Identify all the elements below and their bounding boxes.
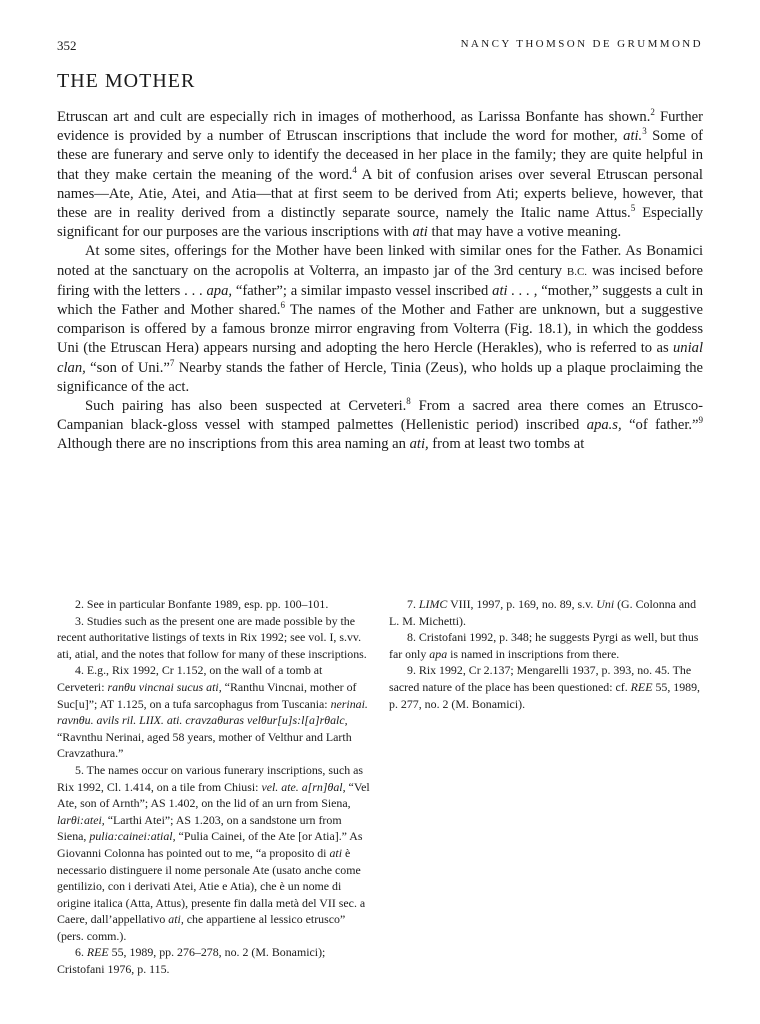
footnote-ref[interactable]: 9 [698,415,703,426]
section-title: THE MOTHER [57,70,196,92]
footnote-8: 8. Cristofani 1992, p. 348; he suggests Pyrgi as well, but thus far only apa is named in inscriptions from there. [389,630,699,661]
footnote-4: 4. E.g., Rix 1992, Cr 1.152, on the wall of a tomb at Cerveteri: ranθu vincnai sucus ati, “Ranthu Vincnai, mother of Suc[u]”; AT 1.125, on a tufa sarcophagus from Tuscania: nerinai. ravnθu. avils ril. LIIX. ati. cravzaθuras velθur[u]s:l[a]rθalc, “Ravnthu Nerinai, aged 58 years, mother of Velthur and Larth Cravzathura.” [57,663,368,761]
footnotes [57,596,703,996]
running-header [57,38,703,56]
footnote-ref[interactable]: 3 [642,126,647,137]
footnote-3: 3. Studies such as the present one are made possible by the recent authoritative listings of texts in Rix 1992; see vol. I, s.vv. ati, atial, and the notes that follow for many of these inscriptions. [57,613,367,661]
footnote-ref[interactable]: 4 [352,164,357,175]
footnote-9: 9. Rix 1992, Cr 2.137; Mengarelli 1937, p. 393, no. 45. The sacred nature of the place has been questioned: cf. REE 55, 1989, p. 277, no. 2 (M. Bonamici). [389,663,701,711]
footnote-ref[interactable]: 2 [650,107,655,118]
page-number: 352 [57,38,77,53]
paragraph-1: Etruscan art and cult are especially rich in images of motherhood, as Larissa Bonfante has shown.$^2$ Further evidence is provided by a number of Etruscan inscriptions that include the word for mother, ati.$^3$ Some of these are funerary and serve only to identify the deceased in her place in the family; they are quite helpful in that they make certain the meaning of the word.$^4$ A bit of confusion arises over several Etruscan personal names—Ate, Atie, Atei, and Atia—that at first seem to be derived from Ati; experts believe, however, that these are in reality derived from a distinctly separate source, namely the Italic name Attus.$^5$ Especially significant for our purposes are the various inscriptions with ati that may have a votive meaning. [57,107,703,241]
body-text [57,108,703,455]
footnote-ref[interactable]: 5 [630,203,636,214]
footnote-7: 7. LIMC VIII, 1997, p. 169, no. 89, s.v. Uni (G. Colonna and L. M. Michetti). [389,597,697,628]
paragraph-2: At some sites, offerings for the Mother have been linked with similar ones for the Father. As Bonamici noted at the sanctuary on the acropolis at Volterra, an impasto jar of the 3rd century B.C. was incised before firing with the letters . . . apa, “father”; a similar impasto vessel inscribed ati . . . , “mother,” suggests a cult in which the Father and Mother shared.$^6$ The names of the Mother and Father are unknown, but a suggestive comparison is offered by a famous bronze mirror engraving from Volterra (Fig. 18.1), in which the goddess Uni (the Etruscan Hera) appears nursing and adopting the hero Hercle (Herakles), who is referred to as unial clan, “son of Uni.”$^7$ Nearby stands the father of Hercle, Tinia (Zeus), who holds up a plaque proclaiming the significance of the act. [57,243,703,395]
footnote-5: 5. The names occur on various funerary inscriptions, such as Rix 1992, Cl. 1.414, on a tile from Chiusi: vel. ate. a[rn]θal, “Vel Ate, son of Arnth”; AS 1.402, on the lid of an urn from Siena, larθi:atei, “Larthi Atei”; AS 1.203, on a sandstone urn from Siena, pulia:cainei:atial, “Pulia Cainei, of the Ate [or Atia].” As Giovanni Colonna has pointed out to me, “a proposito di ati è necessario distinguere il nome personale Ate (usato anche come gentilizio, con i derivati Atei, Atie e Atia), che è un nome di origine italica (Atta, Attus), presente fin dalla metà del VII sec. a Caere, dall’appellativo ati, che appartiene al lessico etrusco” (pers. comm.). [57,762,370,943]
footnote-ref[interactable]: 6 [280,300,285,311]
footnote-6: 6. REE 55, 1989, pp. 276–278, no. 2 (M. Bonamici); Cristofani 1976, p. 115. [57,945,326,977]
paragraph-3: Such pairing has also been suspected at Cerveteri.$^8$ From a sacred area there comes an Etrusco-Campanian black-gloss vessel with stamped palmettes (Hellenistic period) inscribed apa.s, “of father.”$^9$ Although there are no inscriptions from this area naming an ati, from at least two tombs at [57,396,703,453]
running-head-author: NANCY THOMSON DE GRUMMOND [460,38,703,50]
footnote-ref[interactable]: 7 [169,357,175,368]
footnote-2: 2. See in particular Bonfante 1989, esp. pp. 100–101. [75,597,329,611]
footnote-ref[interactable]: 8 [406,396,411,407]
